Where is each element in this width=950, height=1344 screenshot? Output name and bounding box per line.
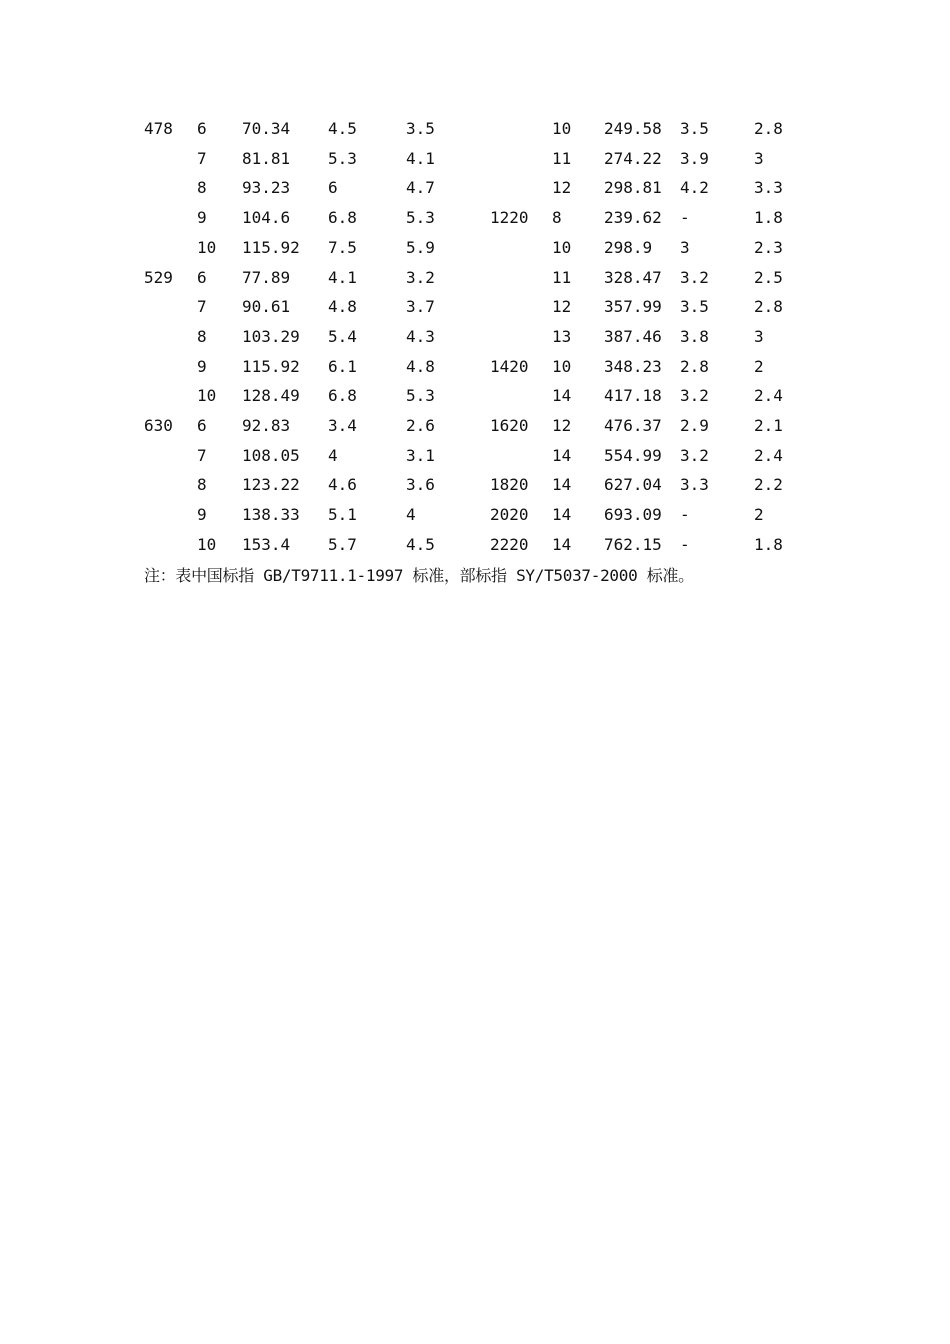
table-cell: - bbox=[680, 534, 690, 554]
table-cell: 9 bbox=[197, 208, 207, 228]
table-cell: 14 bbox=[552, 445, 572, 465]
table-cell: 90.61 bbox=[242, 297, 291, 317]
table-cell: 115.92 bbox=[242, 237, 300, 257]
table-cell bbox=[490, 144, 552, 174]
table-cell: 1.8 bbox=[754, 208, 783, 228]
table-cell: 3 bbox=[754, 148, 764, 168]
table-cell: 4.1 bbox=[328, 267, 357, 287]
table-cell: 2.5 bbox=[754, 267, 783, 287]
table-cell: 2 bbox=[754, 356, 764, 376]
table-cell: 4.3 bbox=[406, 326, 435, 346]
table-cell: 123.22 bbox=[242, 475, 300, 495]
table-cell: 387.46 bbox=[604, 326, 662, 346]
table-cell: 4 bbox=[406, 505, 416, 525]
table-cell: 3 bbox=[680, 237, 690, 257]
table-cell: 417.18 bbox=[604, 386, 662, 406]
table-cell: 3.2 bbox=[680, 445, 709, 465]
table-cell: 2.6 bbox=[406, 416, 435, 436]
table-cell: 348.23 bbox=[604, 356, 662, 376]
table-cell: 11 bbox=[552, 267, 572, 287]
table-cell: 2.8 bbox=[754, 297, 783, 317]
table-row bbox=[144, 352, 804, 382]
table-cell: 5.1 bbox=[328, 505, 357, 525]
table-cell: 8 bbox=[197, 326, 207, 346]
table-cell: 153.4 bbox=[242, 534, 291, 554]
table-cell: 1620 bbox=[490, 416, 529, 436]
table-cell: 103.29 bbox=[242, 326, 300, 346]
table-cell: 298.81 bbox=[604, 178, 662, 198]
table-cell bbox=[490, 114, 552, 144]
table-cell: 2220 bbox=[490, 534, 529, 554]
table-cell: 8 bbox=[197, 475, 207, 495]
table-cell: 6.8 bbox=[328, 208, 357, 228]
table-cell: 2.4 bbox=[754, 445, 783, 465]
table-cell: 104.6 bbox=[242, 208, 291, 228]
table-cell: 3.1 bbox=[406, 445, 435, 465]
table-cell: 3.2 bbox=[406, 267, 435, 287]
table-cell: 2.9 bbox=[680, 416, 709, 436]
table-cell: 2 bbox=[754, 505, 764, 525]
table-cell: 6.8 bbox=[328, 386, 357, 406]
table-cell: 3.3 bbox=[754, 178, 783, 198]
table-cell: 3.2 bbox=[680, 386, 709, 406]
table-cell: 5.3 bbox=[328, 148, 357, 168]
table-cell: 6 bbox=[197, 119, 207, 138]
table-cell: 12 bbox=[552, 297, 572, 317]
table-row bbox=[144, 114, 804, 144]
table-cell: 93.23 bbox=[242, 178, 291, 198]
table-cell: 3.5 bbox=[680, 119, 709, 138]
table-cell bbox=[490, 173, 552, 203]
table-cell: 4.8 bbox=[406, 356, 435, 376]
table-cell: 7 bbox=[197, 445, 207, 465]
table-cell bbox=[490, 292, 552, 322]
table-cell: 693.09 bbox=[604, 505, 662, 525]
table-cell: 476.37 bbox=[604, 416, 662, 436]
table-cell: 249.58 bbox=[604, 119, 662, 138]
table-cell: 274.22 bbox=[604, 148, 662, 168]
table-cell: 2020 bbox=[490, 505, 529, 525]
table-cell: 1220 bbox=[490, 208, 529, 228]
table-cell: 4.1 bbox=[406, 148, 435, 168]
table-cell: 627.04 bbox=[604, 475, 662, 495]
pipe-spec-table-body bbox=[144, 114, 804, 560]
table-cell bbox=[144, 203, 197, 233]
table-row bbox=[144, 233, 804, 263]
table-cell bbox=[144, 352, 197, 382]
table-cell: 6.1 bbox=[328, 356, 357, 376]
table-cell bbox=[490, 263, 552, 293]
table-cell: 554.99 bbox=[604, 445, 662, 465]
table-cell bbox=[144, 500, 197, 530]
table-cell: 10 bbox=[552, 237, 572, 257]
table-cell: 357.99 bbox=[604, 297, 662, 317]
table-cell: 108.05 bbox=[242, 445, 300, 465]
table-cell: 7 bbox=[197, 297, 207, 317]
table-cell: 630 bbox=[144, 416, 173, 436]
table-row bbox=[144, 144, 804, 174]
table-cell: 14 bbox=[552, 534, 572, 554]
table-cell: 10 bbox=[552, 356, 572, 376]
pipe-spec-table bbox=[144, 114, 804, 560]
table-row bbox=[144, 263, 804, 293]
table-cell: 14 bbox=[552, 475, 572, 495]
table-cell: 6 bbox=[328, 178, 338, 198]
table-cell bbox=[144, 322, 197, 352]
table-cell: 10 bbox=[197, 386, 217, 406]
table-cell: 2.3 bbox=[754, 237, 783, 257]
table-cell: 77.89 bbox=[242, 267, 291, 287]
table-cell bbox=[490, 233, 552, 263]
table-row bbox=[144, 381, 804, 411]
table-cell: 5.7 bbox=[328, 534, 357, 554]
table-cell bbox=[490, 381, 552, 411]
table-cell: 1420 bbox=[490, 356, 529, 376]
table-cell: 2.8 bbox=[754, 119, 783, 138]
table-cell: 3.8 bbox=[680, 326, 709, 346]
table-cell: 1820 bbox=[490, 475, 529, 495]
table-cell: 138.33 bbox=[242, 505, 300, 525]
table-cell: 4.7 bbox=[406, 178, 435, 198]
table-cell bbox=[144, 470, 197, 500]
table-cell: 12 bbox=[552, 416, 572, 436]
table-cell: 5.3 bbox=[406, 386, 435, 406]
table-cell: 14 bbox=[552, 386, 572, 406]
table-cell: 70.34 bbox=[242, 119, 291, 138]
table-cell: 8 bbox=[552, 208, 562, 228]
table-cell bbox=[144, 441, 197, 471]
table-cell: 2.8 bbox=[680, 356, 709, 376]
table-cell: - bbox=[680, 208, 690, 228]
table-cell: 529 bbox=[144, 267, 173, 287]
table-cell: 5.4 bbox=[328, 326, 357, 346]
table-row bbox=[144, 411, 804, 441]
table-cell: 3.5 bbox=[680, 297, 709, 317]
table-cell: 8 bbox=[197, 178, 207, 198]
table-cell: 6 bbox=[197, 267, 207, 287]
table-cell: 14 bbox=[552, 505, 572, 525]
table-cell: 9 bbox=[197, 505, 207, 525]
table-cell bbox=[490, 322, 552, 352]
table-cell: 11 bbox=[552, 148, 572, 168]
table-cell bbox=[144, 292, 197, 322]
table-cell: 81.81 bbox=[242, 148, 291, 168]
table-cell: 2.2 bbox=[754, 475, 783, 495]
table-cell: 10 bbox=[197, 237, 217, 257]
table-row bbox=[144, 530, 804, 560]
table-cell: - bbox=[680, 505, 690, 525]
table-row bbox=[144, 441, 804, 471]
table-cell: 478 bbox=[144, 119, 173, 138]
table-cell: 5.9 bbox=[406, 237, 435, 257]
table-cell: 2.1 bbox=[754, 416, 783, 436]
table-cell: 5.3 bbox=[406, 208, 435, 228]
table-cell: 10 bbox=[552, 119, 572, 138]
table-row bbox=[144, 292, 804, 322]
table-cell: 3.6 bbox=[406, 475, 435, 495]
table-cell bbox=[144, 381, 197, 411]
table-cell: 1.8 bbox=[754, 534, 783, 554]
table-cell: 298.9 bbox=[604, 237, 653, 257]
table-row bbox=[144, 203, 804, 233]
table-cell: 3.4 bbox=[328, 416, 357, 436]
table-row bbox=[144, 322, 804, 352]
table-cell: 4 bbox=[328, 445, 338, 465]
table-cell bbox=[144, 233, 197, 263]
table-cell: 3.7 bbox=[406, 297, 435, 317]
table-cell: 3.9 bbox=[680, 148, 709, 168]
table-cell: 2.4 bbox=[754, 386, 783, 406]
table-cell: 128.49 bbox=[242, 386, 300, 406]
table-cell: 3.3 bbox=[680, 475, 709, 495]
table-cell: 92.83 bbox=[242, 416, 291, 436]
table-cell: 10 bbox=[197, 534, 217, 554]
table-cell bbox=[144, 144, 197, 174]
table-cell: 12 bbox=[552, 178, 572, 198]
table-cell: 13 bbox=[552, 326, 572, 346]
table-cell: 115.92 bbox=[242, 356, 300, 376]
table-cell: 7 bbox=[197, 148, 207, 168]
table-cell: 4.8 bbox=[328, 297, 357, 317]
table-cell: 3 bbox=[754, 326, 764, 346]
table-cell: 3.2 bbox=[680, 267, 709, 287]
table-row bbox=[144, 470, 804, 500]
table-footnote: 注：表中国标指 GB/T9711.1-1997 标准，部标指 SY/T5037-2000 标准。 bbox=[144, 566, 694, 585]
table-row bbox=[144, 500, 804, 530]
table-cell: 4.5 bbox=[328, 119, 357, 138]
table-cell: 4.2 bbox=[680, 178, 709, 198]
table-cell: 239.62 bbox=[604, 208, 662, 228]
table-cell: 4.5 bbox=[406, 534, 435, 554]
table-cell: 762.15 bbox=[604, 534, 662, 554]
table-cell: 3.5 bbox=[406, 119, 435, 138]
table-cell: 328.47 bbox=[604, 267, 662, 287]
table-cell bbox=[144, 173, 197, 203]
table-row bbox=[144, 173, 804, 203]
table-cell: 7.5 bbox=[328, 237, 357, 257]
table-cell bbox=[144, 530, 197, 560]
table-cell: 6 bbox=[197, 416, 207, 436]
table-cell: 9 bbox=[197, 356, 207, 376]
table-cell: 4.6 bbox=[328, 475, 357, 495]
table-cell bbox=[490, 441, 552, 471]
